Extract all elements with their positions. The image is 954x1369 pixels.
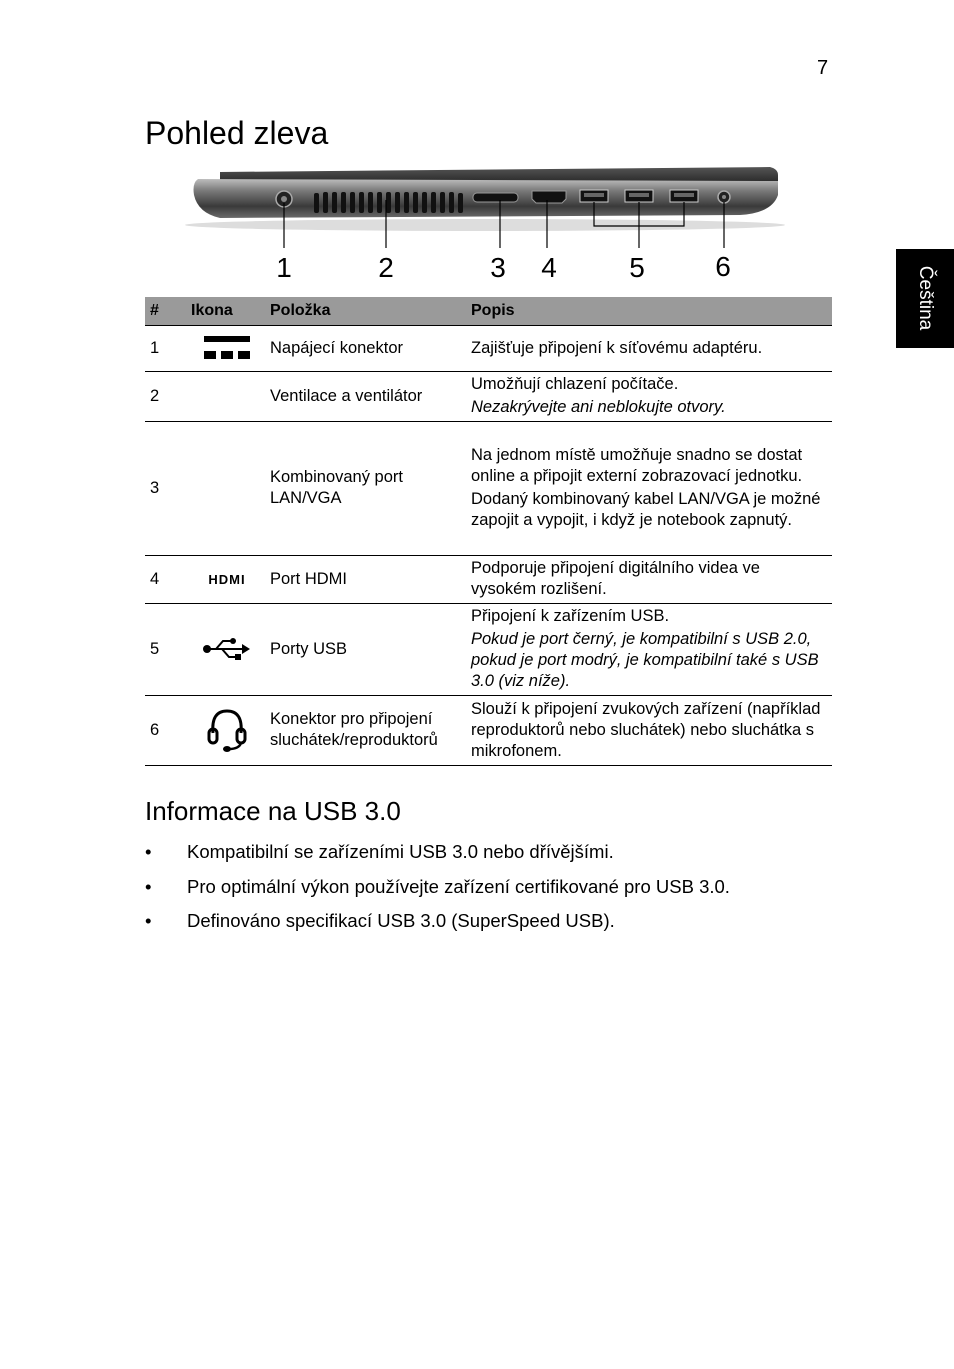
row-description-note: Pokud je port černý, je kompatibilní s USB 2.0, pokud je port modrý, je kompatibilní také s USB 3.0 (viz níže). <box>471 630 819 690</box>
row-description: Zajišťuje připojení k síťovému adaptéru. <box>471 338 763 357</box>
laptop-left-side-illustration <box>180 155 800 285</box>
row-number: 1 <box>145 325 187 371</box>
column-header-icon: Ikona <box>187 297 266 325</box>
list-item: • Pro optimální výkon používejte zařízení certifikované pro USB 3.0. <box>145 875 730 910</box>
row-description: Umožňují chlazení počítače. <box>471 375 679 393</box>
usb-icon <box>202 637 252 661</box>
callout-label-5: 5 <box>629 252 645 283</box>
callout-label-1: 1 <box>276 252 292 283</box>
row-item: Porty USB <box>266 603 467 695</box>
row-description: Připojení k zařízením USB. <box>471 607 670 625</box>
table-header-row <box>145 297 832 325</box>
column-header-description: Popis <box>467 297 832 325</box>
page-number: 7 <box>817 57 829 79</box>
dc-power-icon <box>203 335 251 361</box>
hdmi-logo-text: HDMI <box>207 572 246 587</box>
row-description-note: Nezakrývejte ani neblokujte otvory. <box>471 398 726 416</box>
column-header-item: Položka <box>266 297 467 325</box>
row-description: Slouží k připojení zvukových zařízení (například reproduktorů nebo sluchátek) nebo sluchátka s mikrofonem. <box>471 699 821 760</box>
table-row <box>145 325 832 371</box>
table-row <box>145 695 832 765</box>
table-row <box>145 555 832 603</box>
row-item: Kombinovaný port LAN/VGA <box>266 421 467 555</box>
callout-label-4: 4 <box>541 252 557 283</box>
ports-table <box>145 297 832 766</box>
hdmi-icon <box>202 572 252 586</box>
list-item: • Kompatibilní se zařízeními USB 3.0 nebo dřívějšími. <box>145 840 730 875</box>
language-tab <box>896 249 954 348</box>
row-description: Na jednom místě umožňuje snadno se dostat online a připojit externí zobrazovací jednotku. <box>471 446 803 485</box>
row-description: Podporuje připojení digitálního videa ve vysokém rozlišení. <box>471 559 760 598</box>
table-row <box>145 421 832 555</box>
row-number: 5 <box>145 603 187 695</box>
table-row <box>145 371 832 421</box>
column-header-number: # <box>145 297 187 325</box>
callout-label-3: 3 <box>490 252 506 283</box>
usb-section-title: Informace na USB 3.0 <box>145 796 401 826</box>
row-item: Ventilace a ventilátor <box>266 371 467 421</box>
row-number: 6 <box>145 695 187 765</box>
row-number: 4 <box>145 555 187 603</box>
usb-info-list <box>145 840 730 944</box>
table-row <box>145 603 832 695</box>
row-description: Dodaný kombinovaný kabel LAN/VGA je možné zapojit a vypojit, i když je notebook zapnutý. <box>471 490 821 529</box>
page-title: Pohled zleva <box>145 115 329 151</box>
row-item: Konektor pro připojení sluchátek/reproduktorů <box>266 695 467 765</box>
language-tab-label: Čeština <box>915 265 936 331</box>
row-item: Port HDMI <box>266 555 467 603</box>
row-number: 2 <box>145 371 187 421</box>
list-item: • Definováno specifikací USB 3.0 (SuperSpeed USB). <box>145 909 730 944</box>
row-number: 3 <box>145 421 187 555</box>
callout-label-6: 6 <box>715 251 731 282</box>
headset-icon <box>207 707 247 753</box>
row-item: Napájecí konektor <box>266 325 467 371</box>
callout-label-2: 2 <box>378 252 394 283</box>
